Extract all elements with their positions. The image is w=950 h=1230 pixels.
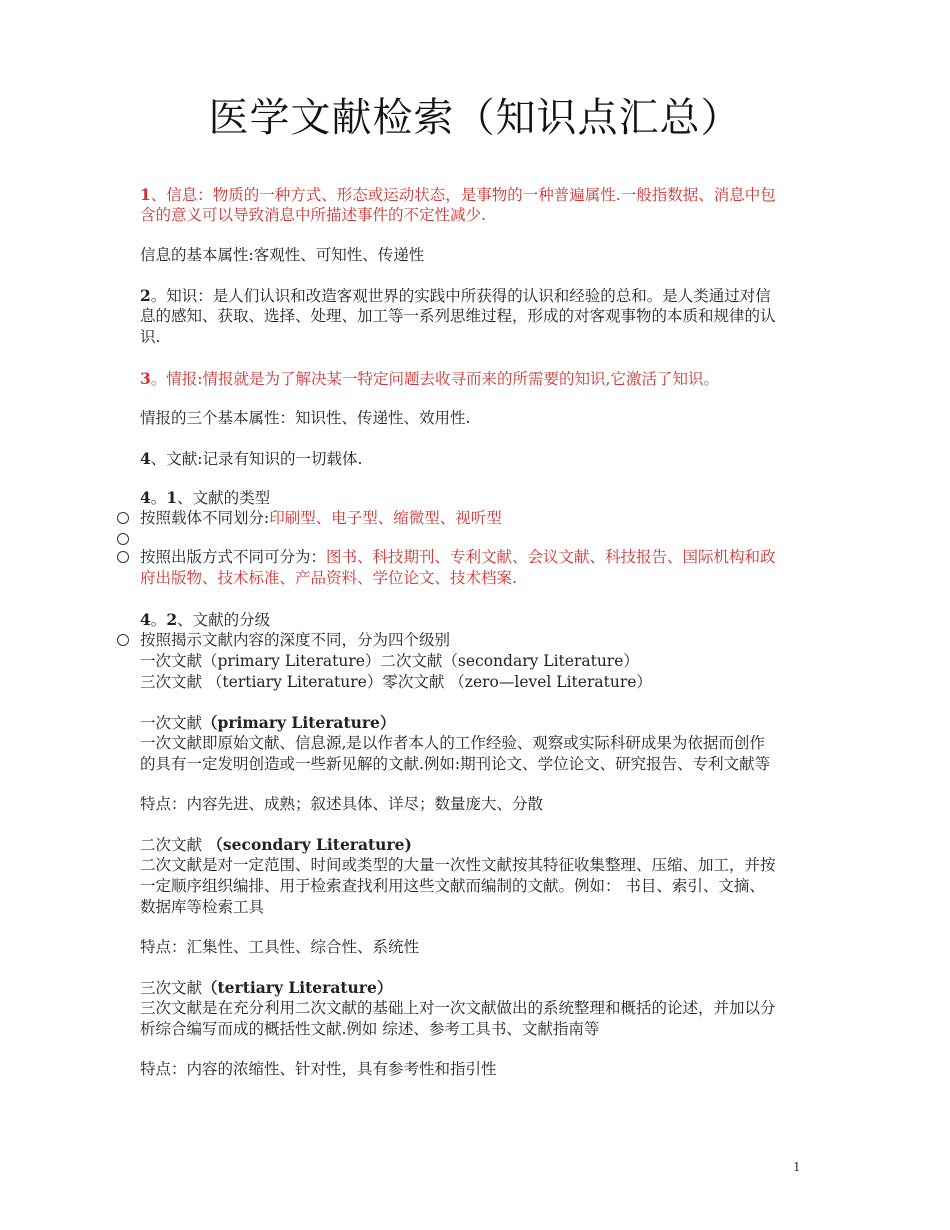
primary-heading [140,712,820,734]
secondary-line-1: 二次文献是对一定范围、时间或类型的大量一次性文献按其特征收集整理、压缩、加工，并按 [140,856,776,874]
tertiary-head-en: （tertiary Literature） [202,978,393,997]
bullet-depth-levels: 按照揭示文献内容的深度不同，分为四个级别 [140,631,451,649]
section-2-text1: 。知识：是人们认识和改造客观世界的实践中所获得的认识和经验的总和。是人类通过对信 [150,287,771,305]
section-4-number: 4 [140,449,151,468]
tertiary-line-2: 析综合编写而成的概括性文献.例如 综述、参考工具书、文献指南等 [140,1020,600,1038]
bullet-carrier-types [140,508,820,529]
page-number: 1 [793,1160,801,1174]
section-4-2-num: 4 [140,610,151,629]
bullet-circle-icon [117,512,129,524]
primary-features: 特点：内容先进、成熟；叙述具体、详尽；数量庞大、分散 [140,795,544,813]
section-4-1-text: 、文献的类型 [177,489,271,507]
section-3-number: 3 [140,369,151,388]
section-4-2-sep: 。 [150,611,167,629]
tertiary-head-cn: 三次文献 [140,979,203,997]
section-4-1-heading [140,487,820,509]
section-4-text: 、文献:记录有知识的一切载体. [150,450,363,468]
secondary-line-2: 一定顺序组织编排、用于检索查找利用这些文献而编制的文献。例如： 书目、索引、文摘、 [140,877,765,895]
section-4-1-num: 4 [140,488,151,507]
carrier-types: 印刷型、电子型、缩微型、视听型 [269,509,502,527]
primary-line-1: 一次文献即原始文献、信息源,是以作者本人的工作经验、观察或实际科研成果为依据而创作 [140,734,765,752]
secondary-features: 特点：汇集性、工具性、综合性、系统性 [140,938,420,956]
section-4-2-heading [140,609,820,631]
carrier-prefix: 按照载体不同划分: [140,509,270,527]
section-1-line2: 含的意义可以导致消息中所描述事件的不定性减少. [140,206,486,224]
secondary-head-cn: 二次文献 [140,836,203,854]
levels-line-2: 三次文献 （tertiary Literature）零次文献 （zero—level Literature） [140,673,652,691]
section-3-text: 。情报:情报就是为了解决某一特定问题去收寻而来的所需要的知识,它激活了知识。 [150,370,719,388]
info-attributes: 信息的基本属性:客观性、可知性、传递性 [140,246,425,264]
section-2-number: 2 [140,286,151,305]
secondary-line-3: 数据库等检索工具 [140,898,265,916]
page-title: 医学文献检索（知识点汇总） [208,95,742,141]
bullet-circle-icon [117,551,129,563]
section-4-1-sep: 。 [150,489,167,507]
section-1-number: 1 [140,185,151,204]
tertiary-heading [140,977,820,999]
publication-prefix: 按照出版方式不同可分为： [140,548,327,566]
tertiary-line-1: 三次文献是在充分利用二次文献的基础上对一次文献做出的系统整理和概括的论述，并加以分 [140,999,776,1017]
secondary-heading [140,834,820,856]
primary-head-cn: 一次文献 [140,714,203,732]
publication-types-1: 图书、科技期刊、专利文献、会议文献、科技报告、国际机构和政 [326,548,776,566]
publication-types-2: 府出版物、技术标准、产品资料、学位论文、技术档案. [140,569,517,587]
section-3-line [140,368,820,390]
section-2-line2: 息的感知、获取、选择、处理、加工等一系列思维过程，形成的对客观事物的本质和规律的认 [140,307,776,325]
section-4-2-sub: 2 [166,610,178,629]
intel-attributes: 情报的三个基本属性：知识性、传递性、效用性. [140,409,471,427]
primary-head-en: （primary Literature） [202,713,396,732]
section-2-line3: 识. [140,328,161,346]
secondary-head-en: （secondary Literature) [202,835,412,854]
section-1-line1 [140,184,820,206]
bullet-circle-icon [117,634,129,646]
bullet-publication-types [140,547,820,568]
section-4-line [140,448,820,470]
section-4-2-text: 、文献的分级 [177,611,271,629]
bullet-circle-icon [117,533,129,545]
primary-line-2: 的具有一定发明创造或一些新见解的文献.例如:期刊论文、学位论文、研究报告、专利文献等 [140,755,771,773]
tertiary-features: 特点：内容的浓缩性、针对性，具有参考性和指引性 [140,1060,497,1078]
section-2-line1 [140,285,820,307]
section-4-1-sub: 1 [166,488,178,507]
levels-line-1: 一次文献（primary Literature）二次文献（secondary Literature） [140,652,639,670]
section-1-text1: 、信息：物质的一种方式、形态或运动状态，是事物的一种普遍属性.一般指数据、消息中包 [150,186,776,204]
